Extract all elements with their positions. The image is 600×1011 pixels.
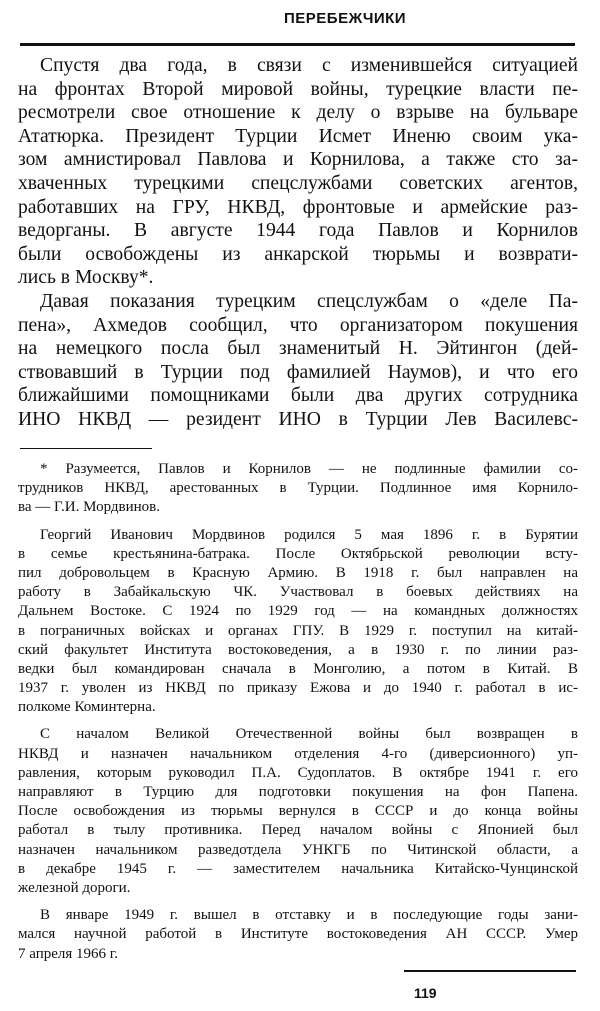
bio-line: ский факультет Института востоковедения, а в 1930 г. по линии раз-	[18, 641, 578, 658]
text-line: работавших на ГРУ, НКВД, фронтовые и армейские раз-	[18, 196, 578, 218]
text-line: зом амнистировал Павлова и Корнилова, а также сто за-	[18, 149, 578, 171]
text-line: ближайшими помощниками были два других сотрудника	[18, 385, 578, 407]
text-line: Давая показания турецким спецслужбам о «деле Па-	[40, 290, 578, 312]
bio-line: пил добровольцем в Красную Армию. В 1918 г. был направлен на	[18, 564, 578, 581]
bio-line: Дальнем Востоке. С 1924 по 1929 год — на командных должностях	[18, 603, 578, 620]
bio-line: работу в Забайкальскую ЧК. Участвовал в боевых действиях на	[18, 584, 578, 601]
main-text	[18, 54, 578, 432]
text-line: ведорганы. В августе 1944 года Павлов и Корнилов	[18, 220, 578, 242]
text-line: ресмотрели свое отношение к делу о взрыве на бульваре	[18, 102, 578, 124]
bio-line: в декабре 1945 г. — заместителем начальника Китайско-Чунцинской	[18, 860, 578, 877]
bio-line: С началом Великой Отечественной войны был возвращен в	[40, 726, 578, 743]
bio-line: 7 апреля 1966 г.	[18, 945, 118, 962]
bio-line: В январе 1949 г. вышел в отставку и в последующие годы зани-	[40, 907, 578, 924]
bio-line: После освобождения из тюрьмы вернулся в СССР и до конца войны	[18, 803, 578, 820]
text-line: ствовавший в Турции под фамилией Наумов), и что его	[18, 361, 578, 383]
footnote-rule	[20, 448, 152, 449]
bio-line: полкоме Коминтерна.	[18, 699, 156, 716]
text-line: были освобождены из анкарской тюрьмы и возврати-	[18, 243, 578, 265]
bio-line: направляют в Турцию для подготовки покушения на фон Папена.	[18, 784, 578, 800]
bio-line: НКВД и назначен начальником отделения 4-го (диверсионного) уп-	[18, 745, 578, 762]
bio-line: железной дороги.	[18, 879, 131, 896]
footnote-line: трудников НКВД, арестованных в Турции. Подлинное имя Корнило-	[18, 480, 578, 497]
page-number: 119	[414, 985, 437, 1001]
bio-line: в пограничных войсках и органах ГПУ. В 1929 г. поступил на китай-	[18, 622, 578, 639]
bio-line: ведки был командирован сначала в Монголию, а потом в Китай. В	[18, 660, 578, 677]
text-line: на фронтах Второй мировой войны, турецкие власти пе-	[18, 78, 578, 100]
bio-line: назначен начальником разведотдела УНКГБ по Читинской области, а	[18, 841, 578, 858]
footer-rule	[404, 970, 576, 972]
text-line: на немецкого посла был знаменитый Н. Эйтингон (дей-	[18, 338, 578, 360]
bio-line: Георгий Иванович Мордвинов родился 5 мая 1896 г. в Бурятии	[40, 526, 578, 543]
text-line: Спустя два года, в связи с изменившейся ситуацией	[40, 55, 578, 76]
text-line: Ататюрка. Президент Турции Исмет Иненю своим ука-	[18, 125, 578, 147]
running-header: ПЕРЕБЕЖЧИКИ	[284, 10, 407, 27]
bio-line: 1937 г. уволен из НКВД по приказу Ежова и до 1940 г. работал в ис-	[18, 680, 578, 697]
footnote-line: * Разумеется, Павлов и Корнилов — не подлинные фамилии со-	[40, 461, 578, 477]
text-line: ИНО НКВД — резидент ИНО в Турции Лев Василевс-	[18, 408, 578, 430]
text-line: лись в Москву*.	[18, 267, 154, 289]
text-line: хваченных турецкими спецслужбами советских агентов,	[18, 172, 578, 194]
footnote-line: ва — Г.И. Мордвинов.	[18, 499, 160, 516]
bio-line: в семье крестьянина-батрака. После Октябрьской революции всту-	[18, 545, 578, 562]
bio-line: работал в тылу противника. Перед началом войны с Японией был	[18, 822, 578, 839]
bio-line: равления, которым руководил П.А. Судоплатов. В октябре 1941 г. его	[18, 764, 578, 781]
text-line: пена», Ахмедов сообщил, что организатором покушения	[18, 314, 578, 336]
footnote-block	[18, 460, 578, 964]
header-rule	[20, 43, 575, 46]
bio-line: мался научной работой в Институте востоковедения АН СССР. Умер	[18, 926, 578, 943]
